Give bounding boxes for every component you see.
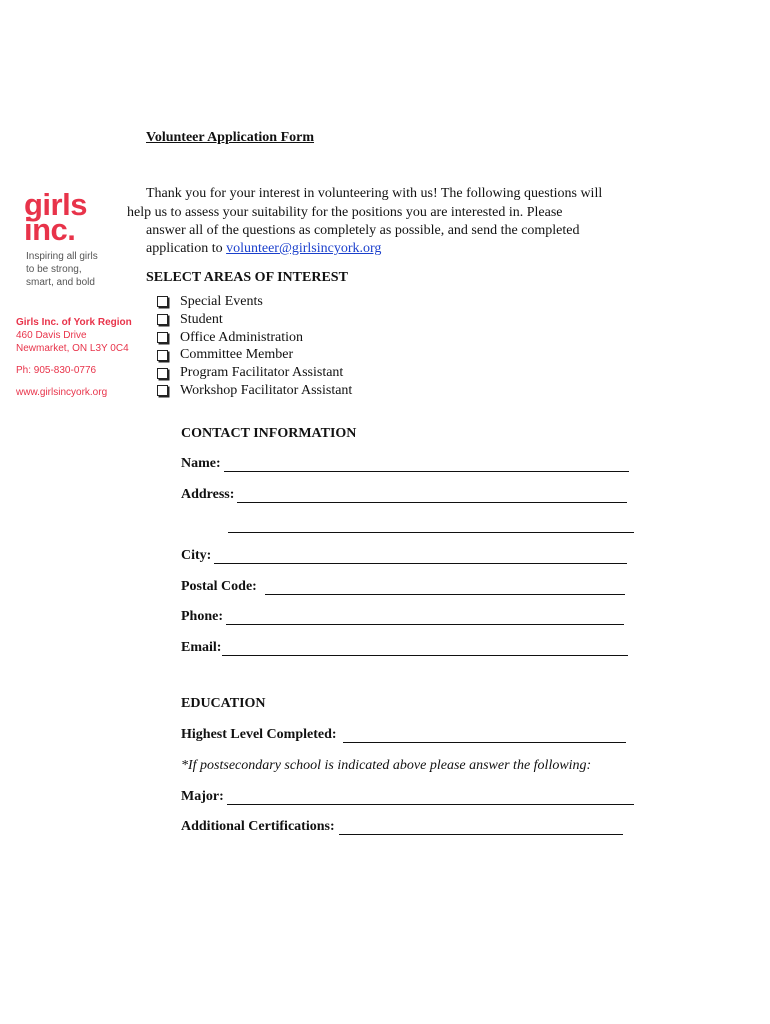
interest-label: Special Events — [180, 294, 263, 309]
intro-line-4 — [146, 239, 381, 258]
name-input-line[interactable] — [224, 456, 629, 472]
phone-label: Phone: — [181, 609, 223, 624]
address-field — [181, 487, 627, 503]
volunteer-email-link[interactable]: volunteer@girlsincyork.org — [226, 241, 382, 256]
tagline — [26, 250, 136, 289]
major-input-line[interactable] — [227, 789, 634, 805]
name-label: Name: — [181, 456, 221, 471]
interest-item-student[interactable] — [157, 311, 352, 329]
address-line-2-input[interactable] — [228, 517, 634, 533]
interest-label: Student — [180, 311, 223, 327]
city-input-line[interactable] — [214, 548, 627, 564]
contact-heading: CONTACT INFORMATION — [181, 426, 357, 441]
intro-line-2: help us to assess your suitability for the positions you are interested in. Please — [127, 205, 563, 220]
interest-label: Program Facilitator Assistant — [180, 365, 344, 381]
email-field — [181, 640, 628, 656]
form-title: Volunteer Application Form — [146, 130, 315, 145]
phone-input-line[interactable] — [226, 609, 624, 625]
certifications-field — [181, 819, 623, 835]
interests-heading: SELECT AREAS OF INTEREST — [146, 270, 348, 285]
interests-list — [157, 293, 352, 400]
checkbox-icon[interactable] — [157, 368, 168, 379]
city-field — [181, 548, 627, 564]
highest-level-input-line[interactable] — [343, 727, 626, 743]
interest-item-workshop-facilitator[interactable] — [157, 382, 352, 400]
interest-label: Workshop Facilitator Assistant — [180, 382, 353, 398]
interest-item-office-administration[interactable] — [157, 329, 352, 347]
postal-code-label: Postal Code: — [181, 579, 257, 594]
org-website-link[interactable]: www.girlsincyork.org — [16, 387, 108, 398]
girls-inc-logo — [24, 187, 87, 247]
org-phone: Ph: 905-830-0776 — [16, 365, 97, 376]
checkbox-icon[interactable] — [157, 296, 168, 307]
interest-label: Committee Member — [180, 347, 294, 363]
tagline-line: Inspiring all girls — [26, 251, 98, 262]
email-label: Email: — [181, 640, 222, 655]
org-name: Girls Inc. of York Region — [16, 317, 132, 328]
org-address-line-1: 460 Davis Drive — [16, 330, 87, 341]
phone-field — [181, 609, 624, 625]
intro-prefix: application to — [146, 241, 227, 256]
checkbox-icon[interactable] — [157, 332, 168, 343]
checkbox-icon[interactable] — [157, 350, 168, 361]
intro-line-3: answer all of the questions as completely as possible, and send the completed — [146, 223, 580, 238]
address-input-line[interactable] — [237, 487, 627, 503]
checkbox-icon[interactable] — [157, 385, 168, 396]
email-input-line[interactable] — [222, 640, 628, 656]
major-field — [181, 789, 634, 805]
org-contact-block — [16, 316, 146, 399]
certifications-label: Additional Certifications: — [181, 819, 335, 834]
org-address-line-2: Newmarket, ON L3Y 0C4 — [16, 343, 129, 354]
highest-level-label: Highest Level Completed: — [181, 727, 337, 742]
interest-item-program-facilitator[interactable] — [157, 364, 352, 382]
certifications-input-line[interactable] — [339, 819, 623, 835]
logo-line-2: inc. — [24, 212, 76, 247]
name-field — [181, 456, 629, 472]
tagline-line: to be strong, — [26, 264, 82, 275]
address-label: Address: — [181, 487, 235, 502]
tagline-line: smart, and bold — [26, 277, 95, 288]
postsecondary-note: *If postsecondary school is indicated above please answer the following: — [181, 758, 592, 773]
interest-label: Office Administration — [180, 329, 303, 345]
interest-item-special-events[interactable] — [157, 293, 352, 311]
major-label: Major: — [181, 789, 224, 804]
postal-code-field — [181, 579, 625, 595]
education-heading: EDUCATION — [181, 696, 266, 711]
city-label: City: — [181, 548, 212, 563]
interest-item-committee-member[interactable] — [157, 346, 352, 364]
postal-code-input-line[interactable] — [265, 579, 625, 595]
checkbox-icon[interactable] — [157, 314, 168, 325]
intro-line-1: Thank you for your interest in volunteering with us! The following questions will — [146, 186, 603, 201]
highest-level-field — [181, 727, 626, 743]
logo-line-1: girls — [24, 187, 87, 222]
